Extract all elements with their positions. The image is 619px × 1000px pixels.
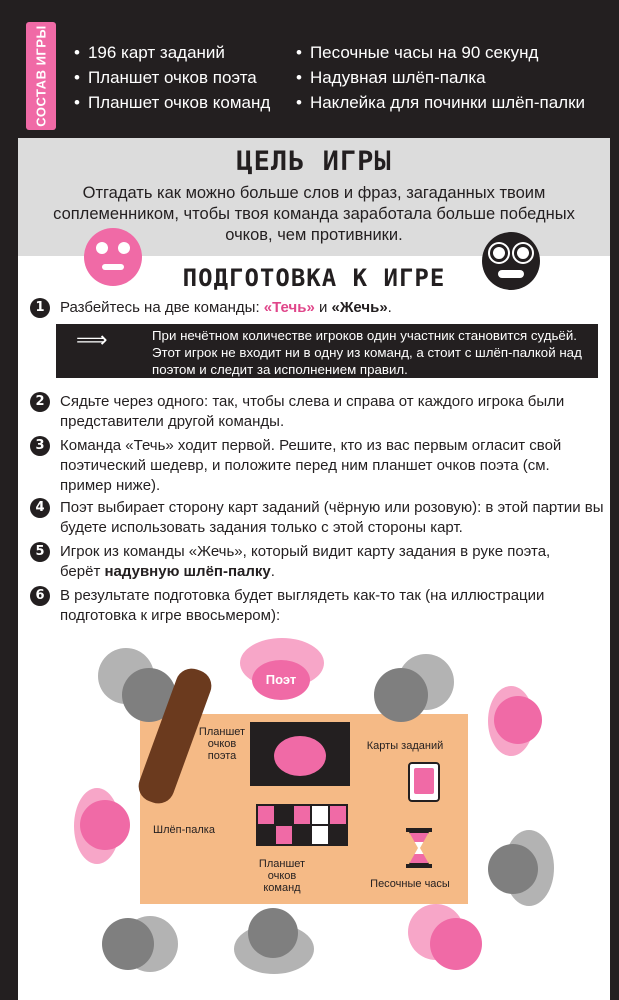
odd-players-note	[56, 324, 598, 378]
player-pink-icon	[430, 918, 482, 970]
step-number: 4	[30, 498, 50, 518]
inflatable-bat-highlight: надувную шлёп-палку	[104, 563, 271, 580]
step-text: .	[270, 563, 275, 580]
hourglass-icon	[406, 828, 432, 868]
contents-item: • Песочные часы на 90 секунд	[296, 40, 585, 65]
step-text: Игрок из команды «Жечь», который видит карту задания в руке поэта, берёт	[60, 543, 551, 580]
player-grey-icon	[374, 668, 428, 722]
note-text: При нечётном количестве игроков один участник становится судьёй. Этот игрок не входит ни в одну из команд, а стоит с шлёп-палкой над поэтом и следит за исполнением правил.	[152, 328, 582, 377]
contents-item: • Планшет очков поэта	[74, 65, 270, 90]
team-zheche: «Жечь»	[331, 299, 388, 316]
cards-label: Карты заданий	[366, 740, 444, 752]
arrow-right-icon: ⟹	[76, 327, 108, 352]
task-cards-icon	[408, 762, 440, 802]
step-3	[30, 436, 600, 496]
step-number: 3	[30, 436, 50, 456]
step-5	[30, 542, 590, 582]
player-grey-icon	[102, 918, 154, 970]
step-text: В результате подготовка будет выглядеть как-то так (на иллюстрации подготовка к игре ввосьмером):	[60, 587, 545, 624]
player-pink-icon	[494, 696, 542, 744]
player-grey-icon	[488, 844, 538, 894]
goal-text: Отгадать как можно больше слов и фраз, загаданных твоим соплеменником, чтобы твоя команда заработала больше победных очков, чем противники.	[53, 184, 575, 244]
contents-item: • Планшет очков команд	[74, 90, 270, 115]
player-pink-icon	[80, 800, 130, 850]
step-text: Команда «Течь» ходит первой. Решите, кто из вас первым огласит свой поэтический шедевр, и положите перед ним планшет очков поэта (см. пример ниже).	[60, 437, 562, 494]
contents-list-left	[74, 40, 270, 115]
step-text: и	[314, 299, 332, 316]
contents-item: • Надувная шлёп-палка	[296, 65, 585, 90]
step-number: 1	[30, 298, 50, 318]
step-number: 6	[30, 586, 50, 606]
step-2	[30, 392, 600, 432]
step-1	[30, 298, 590, 318]
step-text: Разбейтесь на две команды:	[60, 299, 264, 316]
contents-band	[0, 0, 619, 138]
step-number: 5	[30, 542, 50, 562]
rules-page	[18, 138, 610, 1000]
step-text: .	[387, 299, 392, 316]
step-text: Сядьте через одного: так, чтобы слева и справа от каждого игрока были представители другой команды.	[60, 393, 565, 430]
bat-label: Шлёп-палка	[153, 824, 215, 836]
contents-item: • 196 карт заданий	[74, 40, 270, 65]
contents-list-right	[296, 40, 585, 115]
step-6	[30, 586, 590, 626]
contents-tag	[26, 22, 56, 130]
goal-title: ЦЕЛЬ ИГРЫ	[236, 146, 392, 177]
step-text: Поэт выбирает сторону карт заданий (чёрную или розовую): в этой партии вы будете использовать задания только с этой стороны карт.	[60, 499, 604, 536]
poet-badge: Поэт	[252, 660, 310, 700]
poet-board-label: Планшет очков поэта	[198, 726, 246, 762]
team-board-label: Планшет очков команд	[258, 858, 306, 894]
poet-score-board	[250, 722, 350, 786]
step-number: 2	[30, 392, 50, 412]
prep-title: ПОДГОТОВКА К ИГРЕ	[182, 264, 446, 292]
contents-item: • Наклейка для починки шлёп-палки	[296, 90, 585, 115]
player-grey-icon	[248, 908, 298, 958]
step-4	[30, 498, 605, 538]
contents-tag-label: СОСТАВ ИГРЫ	[33, 25, 49, 127]
team-teche: «Течь»	[263, 299, 315, 316]
team-score-board	[256, 804, 348, 846]
hourglass-label: Песочные часы	[370, 878, 450, 890]
